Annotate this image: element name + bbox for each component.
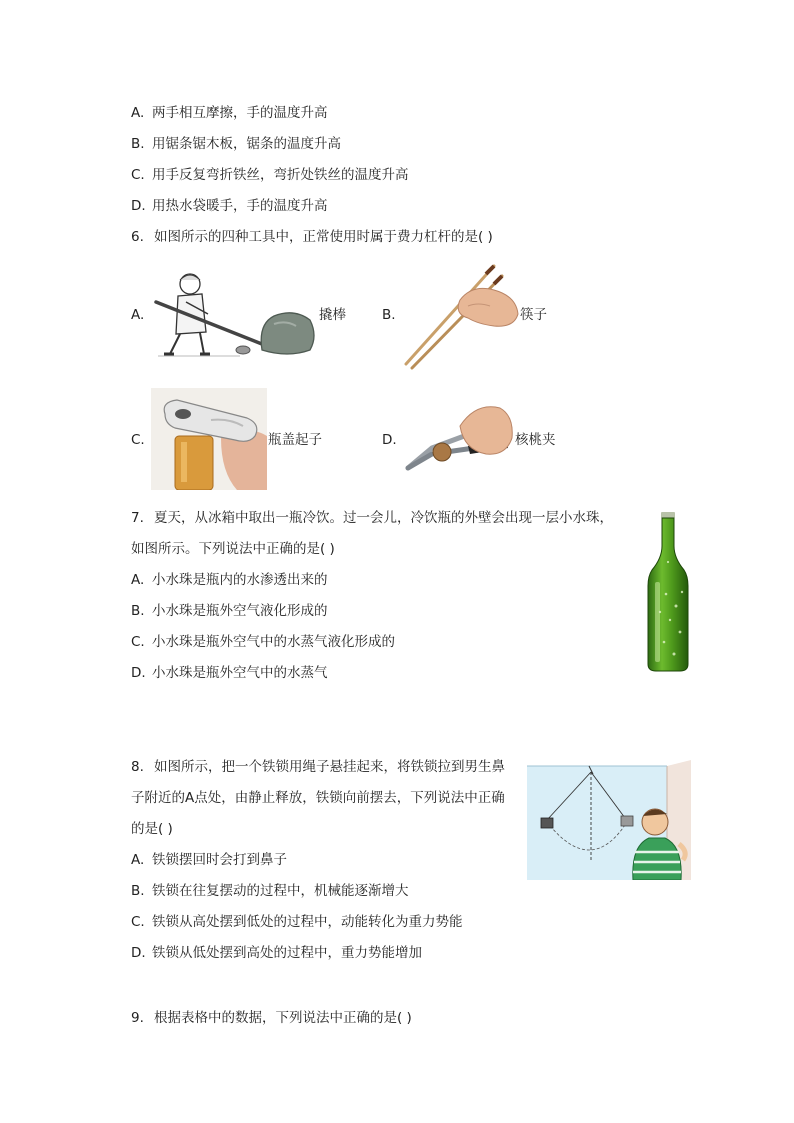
q8-option-d: D. 铁锁从低处摆到高处的过程中，重力势能增加 — [131, 945, 422, 961]
pendulum-lock-image — [527, 760, 691, 880]
q7-option-c: C. 小水珠是瓶外空气中的水蒸气液化形成的 — [131, 634, 395, 650]
q8-stem-line1: 8. 如图所示，把一个铁锁用绳子悬挂起来，将铁锁拉到男生鼻 — [131, 759, 505, 775]
q8-option-a: A. 铁锁摆回时会打到鼻子 — [131, 852, 287, 868]
q5-option-a: A. 两手相互摩擦，手的温度升高 — [131, 105, 328, 121]
q6-stem: 6. 如图所示的四种工具中，正常使用时属于费力杠杆的是( ) — [131, 229, 493, 245]
q8-option-c: C. 铁锁从高处摆到低处的过程中，动能转化为重力势能 — [131, 914, 463, 930]
chopsticks-image — [402, 260, 520, 370]
q6-option-c-letter: C. — [131, 432, 145, 448]
q8-stem-line2: 子附近的A点处，由静止释放，铁锁向前摆去，下列说法中正确 — [131, 790, 505, 806]
q8-option-b: B. 铁锁在往复摆动的过程中，机械能逐渐增大 — [131, 883, 409, 899]
nutcracker-image — [402, 398, 514, 480]
q7-option-b: B. 小水珠是瓶外空气液化形成的 — [131, 603, 328, 619]
crowbar-image — [150, 262, 318, 360]
q6-option-c-caption: 瓶盖起子 — [268, 432, 322, 448]
q6-option-a-caption: 撬棒 — [319, 307, 346, 323]
q8-stem-line3: 的是( ) — [131, 821, 173, 837]
q5-option-d: D. 用热水袋暖手，手的温度升高 — [131, 198, 328, 214]
q6-option-b-letter: B. — [382, 307, 396, 323]
q7-option-d: D. 小水珠是瓶外空气中的水蒸气 — [131, 665, 328, 681]
q7-option-a: A. 小水珠是瓶内的水渗透出来的 — [131, 572, 328, 588]
green-bottle-image — [646, 512, 690, 672]
q6-option-b-caption: 筷子 — [520, 307, 547, 323]
bottle-opener-image — [151, 388, 267, 490]
q6-option-d-caption: 核桃夹 — [515, 432, 556, 448]
q6-option-d-letter: D. — [382, 432, 397, 448]
q5-option-b: B. 用锯条锯木板，锯条的温度升高 — [131, 136, 341, 152]
q6-option-a-letter: A. — [131, 307, 145, 323]
q5-option-c: C. 用手反复弯折铁丝，弯折处铁丝的温度升高 — [131, 167, 409, 183]
q7-stem-line1: 7. 夏天，从冰箱中取出一瓶冷饮。过一会儿，冷饮瓶的外壁会出现一层小水珠， — [131, 510, 613, 526]
q7-stem-line2: 如图所示。下列说法中正确的是( ) — [131, 541, 335, 557]
q9-stem: 9. 根据表格中的数据，下列说法中正确的是( ) — [131, 1010, 412, 1026]
